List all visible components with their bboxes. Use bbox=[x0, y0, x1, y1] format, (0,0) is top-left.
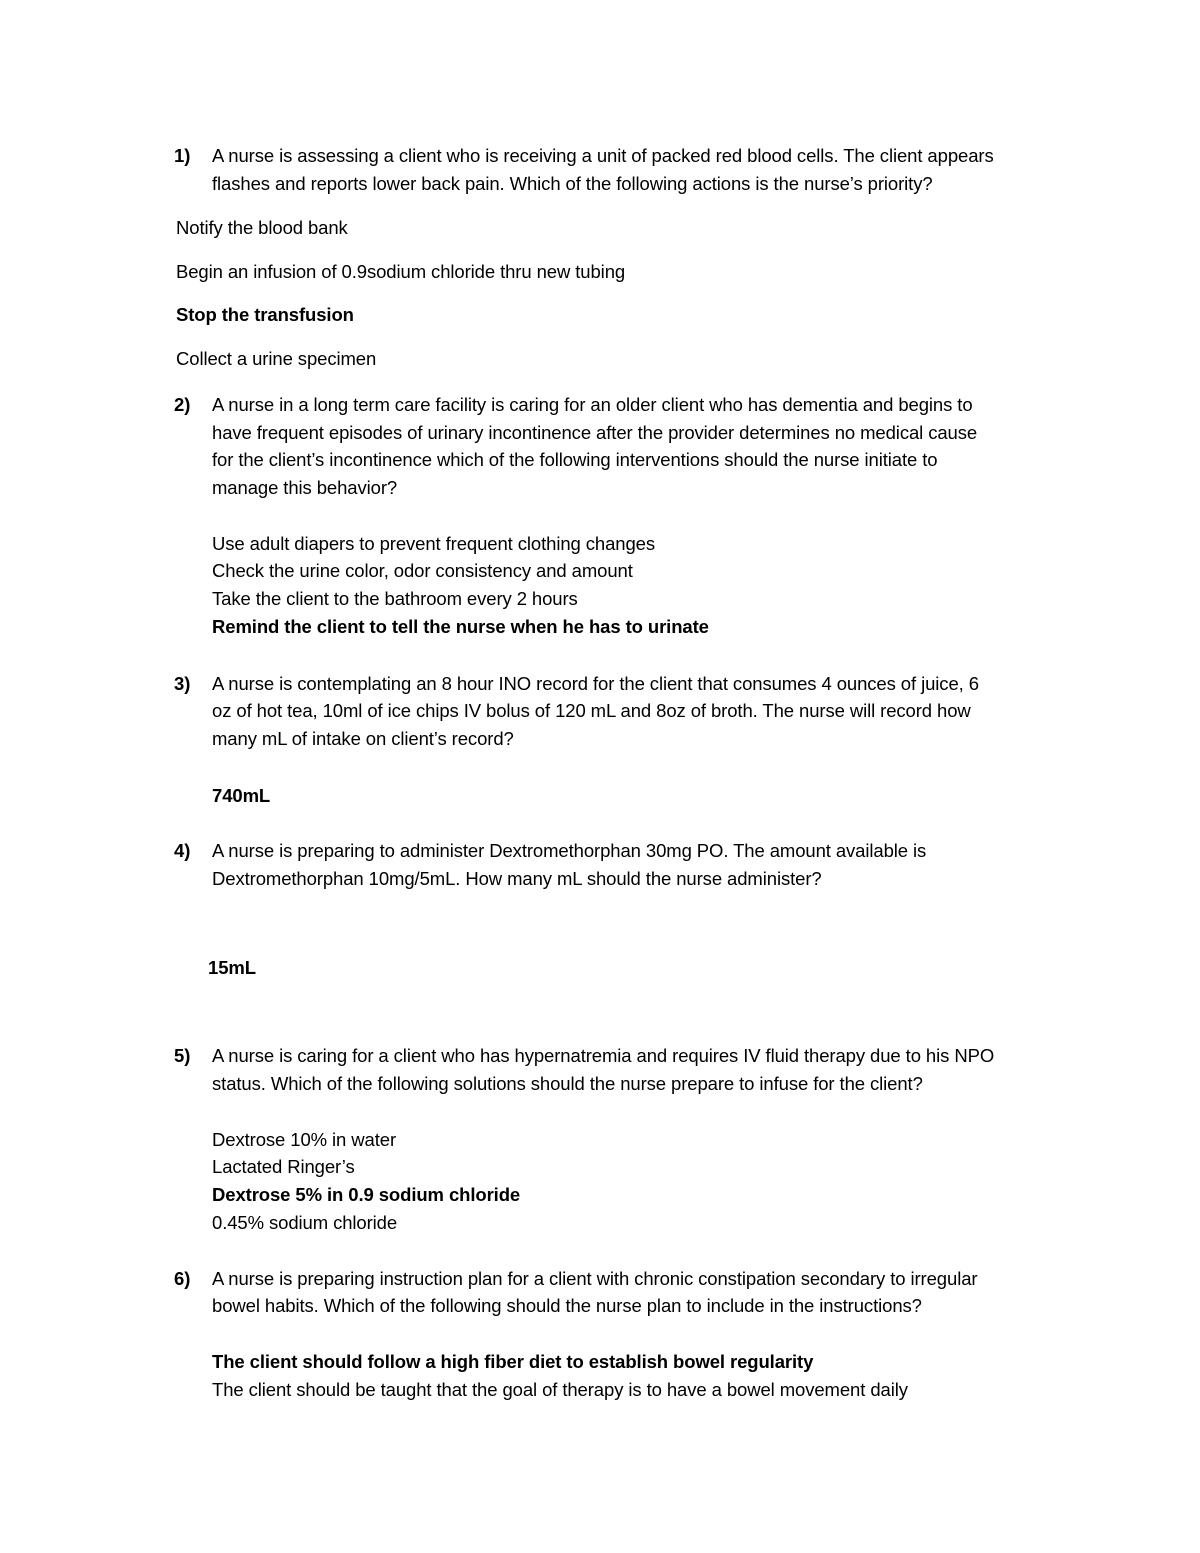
question-text: A nurse in a long term care facility is caring for an older client who has dementia and begins to bbox=[212, 394, 973, 415]
question-number: 1) bbox=[174, 145, 191, 166]
question-number: 3) bbox=[174, 673, 191, 694]
correct-answer-option: Remind the client to tell the nurse when he has to urinate bbox=[212, 616, 709, 637]
question-text: flashes and reports lower back pain. Which of the following actions is the nurse’s priority? bbox=[212, 173, 933, 194]
question-text: bowel habits. Which of the following should the nurse plan to include in the instructions? bbox=[212, 1295, 922, 1316]
question-text: oz of hot tea, 10ml of ice chips IV bolus of 120 mL and 8oz of broth. The nurse will record how bbox=[212, 700, 971, 721]
question-number: 6) bbox=[174, 1268, 191, 1289]
question-text: manage this behavior? bbox=[212, 477, 398, 498]
correct-answer-option: The client should follow a high fiber diet to establish bowel regularity bbox=[212, 1351, 814, 1372]
correct-answer-option: Dextrose 5% in 0.9 sodium chloride bbox=[212, 1184, 521, 1205]
answer-option: Take the client to the bathroom every 2 hours bbox=[212, 588, 578, 609]
correct-answer: 740mL bbox=[212, 785, 271, 806]
question-text: have frequent episodes of urinary incontinence after the provider determines no medical cause bbox=[212, 422, 978, 443]
question-text: for the client’s incontinence which of the following interventions should the nurse initiate to bbox=[212, 449, 938, 470]
correct-answer-option: Stop the transfusion bbox=[176, 304, 354, 325]
answer-option: Check the urine color, odor consistency and amount bbox=[212, 560, 633, 581]
answer-option: Notify the blood bank bbox=[176, 217, 348, 238]
answer-option: Lactated Ringer’s bbox=[212, 1156, 355, 1177]
answer-option: Begin an infusion of 0.9sodium chloride thru new tubing bbox=[176, 261, 626, 282]
question-text: status. Which of the following solutions should the nurse prepare to infuse for the client? bbox=[212, 1073, 923, 1094]
answer-option: Use adult diapers to prevent frequent clothing changes bbox=[212, 533, 655, 554]
answer-option: The client should be taught that the goal of therapy is to have a bowel movement daily bbox=[212, 1379, 908, 1400]
answer-option: Collect a urine specimen bbox=[176, 348, 377, 369]
answer-option: Dextrose 10% in water bbox=[212, 1129, 397, 1150]
correct-answer: 15mL bbox=[208, 957, 256, 978]
question-text: many mL of intake on client’s record? bbox=[212, 728, 514, 749]
question-text: A nurse is preparing instruction plan for a client with chronic constipation secondary to irregular bbox=[212, 1268, 978, 1289]
question-text: A nurse is contemplating an 8 hour INO record for the client that consumes 4 ounces of juice, 6 bbox=[212, 673, 979, 694]
question-number: 4) bbox=[174, 840, 191, 861]
question-number: 5) bbox=[174, 1045, 191, 1066]
question-number: 2) bbox=[174, 394, 191, 415]
question-text: A nurse is assessing a client who is receiving a unit of packed red blood cells. The client appears bbox=[212, 145, 994, 166]
question-text: Dextromethorphan 10mg/5mL. How many mL should the nurse administer? bbox=[212, 868, 822, 889]
answer-option: 0.45% sodium chloride bbox=[212, 1212, 398, 1233]
question-text: A nurse is caring for a client who has hypernatremia and requires IV fluid therapy due to his NPO bbox=[212, 1045, 995, 1066]
question-text: A nurse is preparing to administer Dextromethorphan 30mg PO. The amount available is bbox=[212, 840, 927, 861]
